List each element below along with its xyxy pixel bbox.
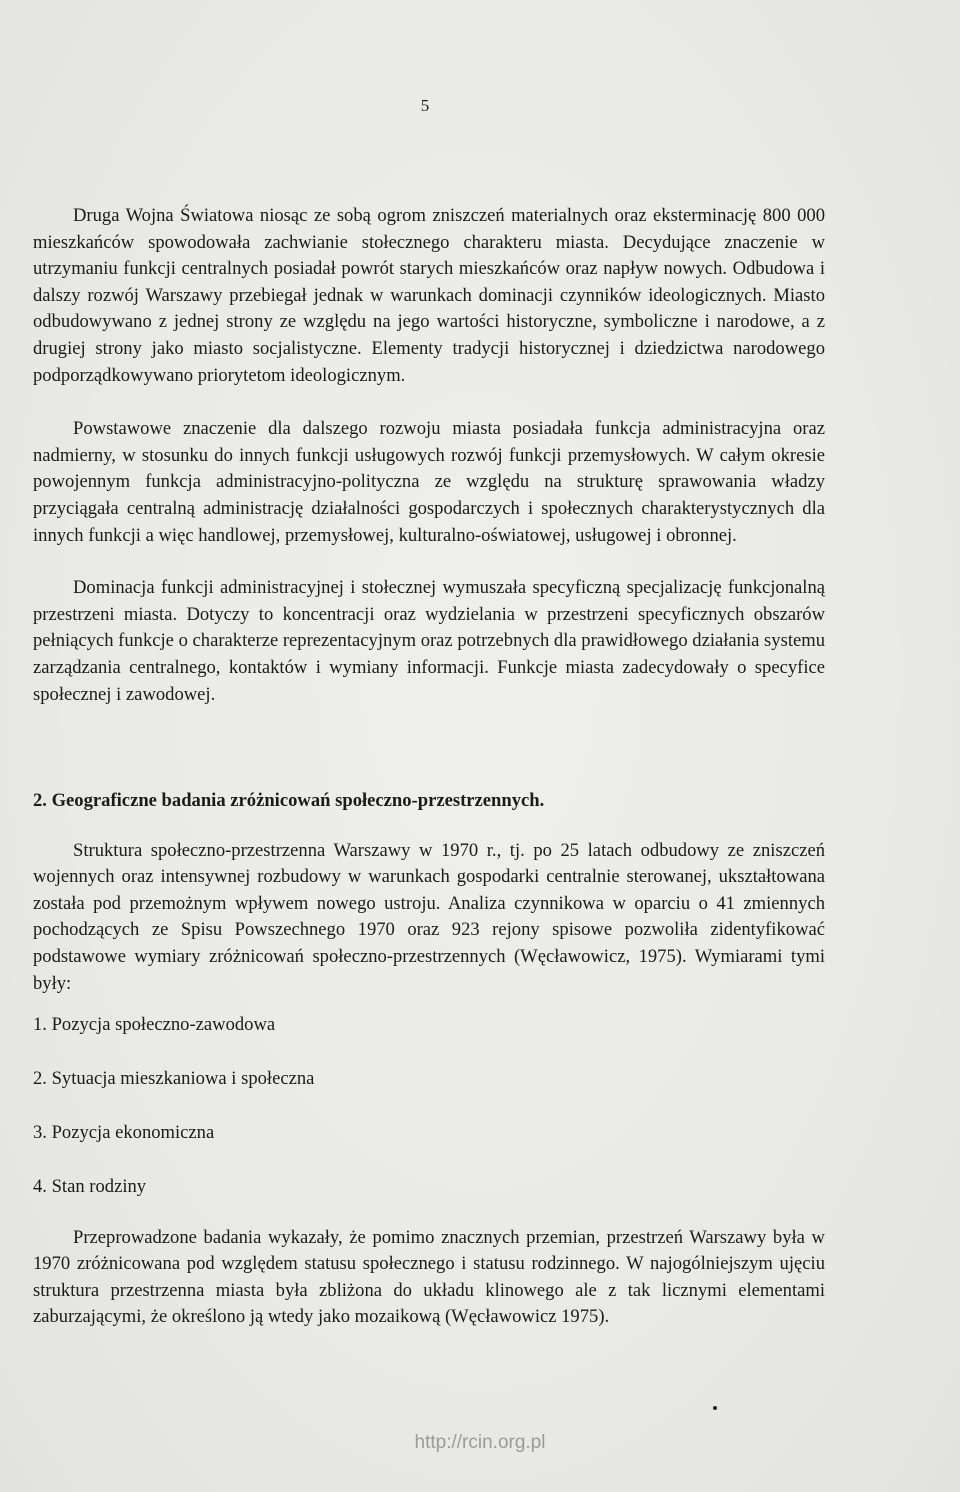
paragraph-functional-specialization: Dominacja funkcji administracyjnej i stołecznej wymuszała specyficzną specjalizację funkcjonalną przestrzeni miasta. Dotyczy to koncentracji oraz wydzielania w przestrzeni specyficznych obszarów pełniących funkcje o charakterze reprezentacyjnym oraz potrzebnych dla prawidłowego działania systemu zarządzania centralnego, kontaktów i wymiany informacji. Funkcje miasta zadecydowały o specyfice społecznej i zawodowej. bbox=[33, 577, 825, 705]
paragraph-administrative-function: Powstawowe znaczenie dla dalszego rozwoju miasta posiadała funkcja administracyjna oraz nadmierny, w stosunku do innych funkcji usługowych rozwój funkcji przemysłowych. W całym okresie powojennym funkcja administracyjno-polityczna ze względu na strukturę sprawowania władzy przyciągała centralną administrację działalności gospodarczych i społecznych charakterystycznych dla innych funkcji a więc handlowej, przemysłowej, kulturalno-oświatowej, usługowej i obronnej. bbox=[33, 418, 825, 546]
list-item: 2. Sytuacja mieszkaniowa i społeczna bbox=[33, 1068, 315, 1090]
document-body bbox=[33, 203, 825, 1331]
section-heading: 2. Geograficzne badania zróżnicowań społeczno-przestrzennych. bbox=[33, 790, 545, 812]
paragraph-socio-spatial-structure: Struktura społeczno-przestrzenna Warszawy w 1970 r., tj. po 25 latach odbudowy ze zniszczeń wojennych oraz intensywnej rozbudowy w warunkach gospodarki centralnie sterowanej, ukształtowana została pod przemożnym wpływem nowego ustroju. Analiza czynnikowa w oparciu o 41 zmiennych pochodzących ze Spisu Powszechnego 1970 oraz 923 rejony spisowe pozwoliła zidentyfikować podstawowe wymiary zróżnicowań społeczno-przestrzennych (Węcławowicz, 1975). Wymiarami tymi były: bbox=[33, 839, 825, 994]
paragraph-war-reconstruction: Druga Wojna Światowa niosąc ze sobą ogrom zniszczeń materialnych oraz eksterminację 800 000 mieszkańców spowodowała zachwianie stołecznego charakteru miasta. Decydujące znaczenie w utrzymaniu funkcji centralnych posiadał powrót starych mieszkańców oraz napływ nowych. Odbudowa i dalszy rozwój Warszawy przebiegał jednak w warunkach dominacji czynników ideologicznych. Miasto odbudowywano z jednej strony ze względu na jego wartości historyczne, symboliczne i narodowe, a z drugiej strony jako miasto socjalistyczne. Elementy tradycji historycznej i dziedzictwa narodowego podporządkowywano priorytetom ideologicznym. bbox=[33, 205, 825, 386]
ink-speck bbox=[713, 1406, 717, 1410]
list-item: 1. Pozycja społeczno-zawodowa bbox=[33, 1014, 276, 1036]
paragraph-research-findings: Przeprowadzone badania wykazały, że pomimo znacznych przemian, przestrzeń Warszawy była w 1970 zróżnicowana pod względem statusu społecznego i statusu rodzinnego. W najogólniejszym ujęciu struktura przestrzenna miasta była zbliżona do układu klinowego ale z tak licznymi elementami zaburzającymi, że określono ją wtedy jako mozaikową (Węcławowicz 1975). bbox=[33, 1226, 825, 1328]
list-item: 4. Stan rodziny bbox=[33, 1175, 147, 1197]
page-number: 5 bbox=[420, 96, 430, 115]
list-item: 3. Pozycja ekonomiczna bbox=[33, 1122, 215, 1144]
footer-url-watermark: http://rcin.org.pl bbox=[414, 1432, 546, 1453]
dimensions-list bbox=[33, 1012, 825, 1200]
